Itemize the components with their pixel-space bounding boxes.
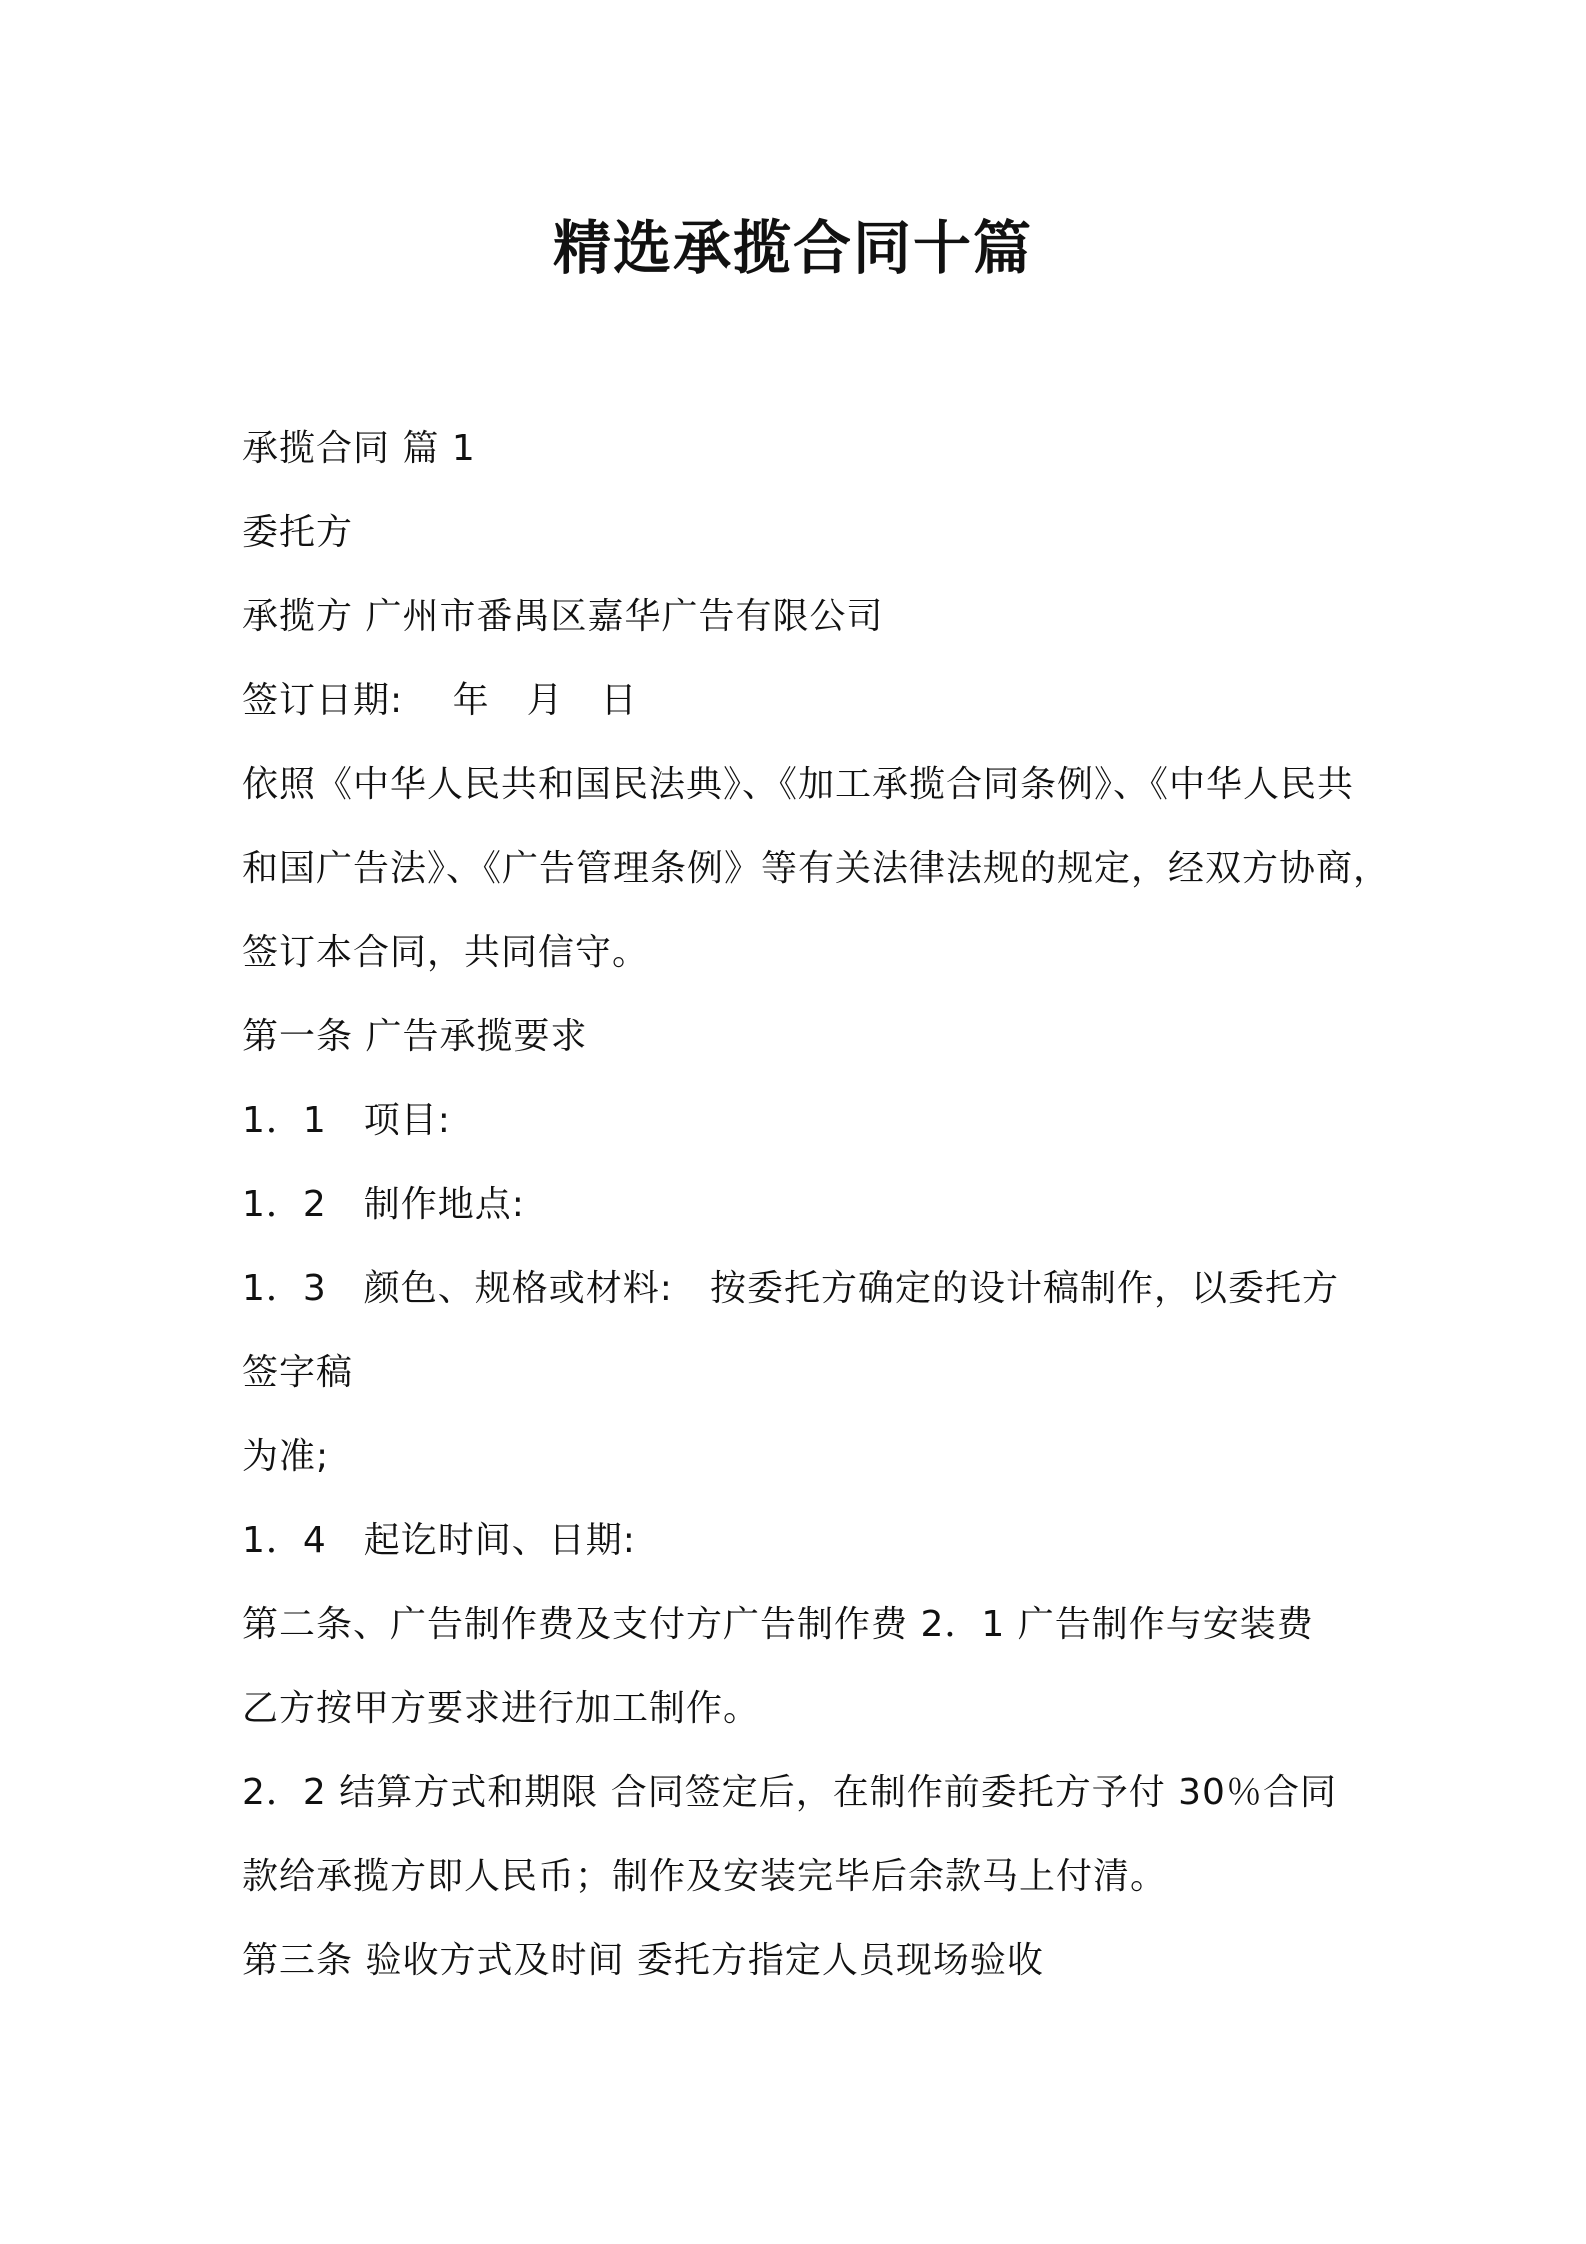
client-field: 委托方 [242,512,354,553]
article-heading: 第二条、广告制作费及支付方广告制作费 2．1 广告制作与安装费 [242,1604,1314,1645]
clause-line: 1．3 颜色、规格或材料: 按委托方确定的设计稿制作，以委托方 [242,1268,1339,1309]
clause-line: 2．2 结算方式和期限 合同签定后，在制作前委托方予付 30％合同 [242,1772,1337,1813]
paragraph-line: 依照《中华人民共和国民法典》、《加工承揽合同条例》、《中华人民共 [242,764,1355,805]
contractor-field: 承揽方 广州市番禺区嘉华广告有限公司 [242,596,884,637]
paragraph-line: 乙方按甲方要求进行加工制作。 [242,1688,761,1729]
clause-line: 为准; [242,1436,330,1477]
signing-date-field: 签订日期: 年 月 日 [242,680,638,721]
clause-line: 1．1 项目: [242,1100,451,1141]
document-title: 精选承揽合同十篇 [552,214,1033,282]
article-heading: 第一条 广告承揽要求 [242,1016,588,1057]
paragraph-line: 款给承揽方即人民币；制作及安装完毕后余款马上付清。 [242,1856,1168,1897]
clause-line: 签字稿 [242,1352,354,1393]
paragraph-line: 签订本合同，共同信守。 [242,932,650,973]
clause-line: 1．4 起讫时间、日期: [242,1520,636,1561]
section-heading: 承揽合同 篇 1 [242,428,476,469]
paragraph-line: 和国广告法》、《广告管理条例》等有关法律法规的规定，经双方协商， [242,848,1391,889]
article-heading: 第三条 验收方式及时间 委托方指定人员现场验收 [242,1940,1044,1981]
document-body [242,407,1391,2003]
clause-line: 1．2 制作地点: [242,1184,525,1225]
